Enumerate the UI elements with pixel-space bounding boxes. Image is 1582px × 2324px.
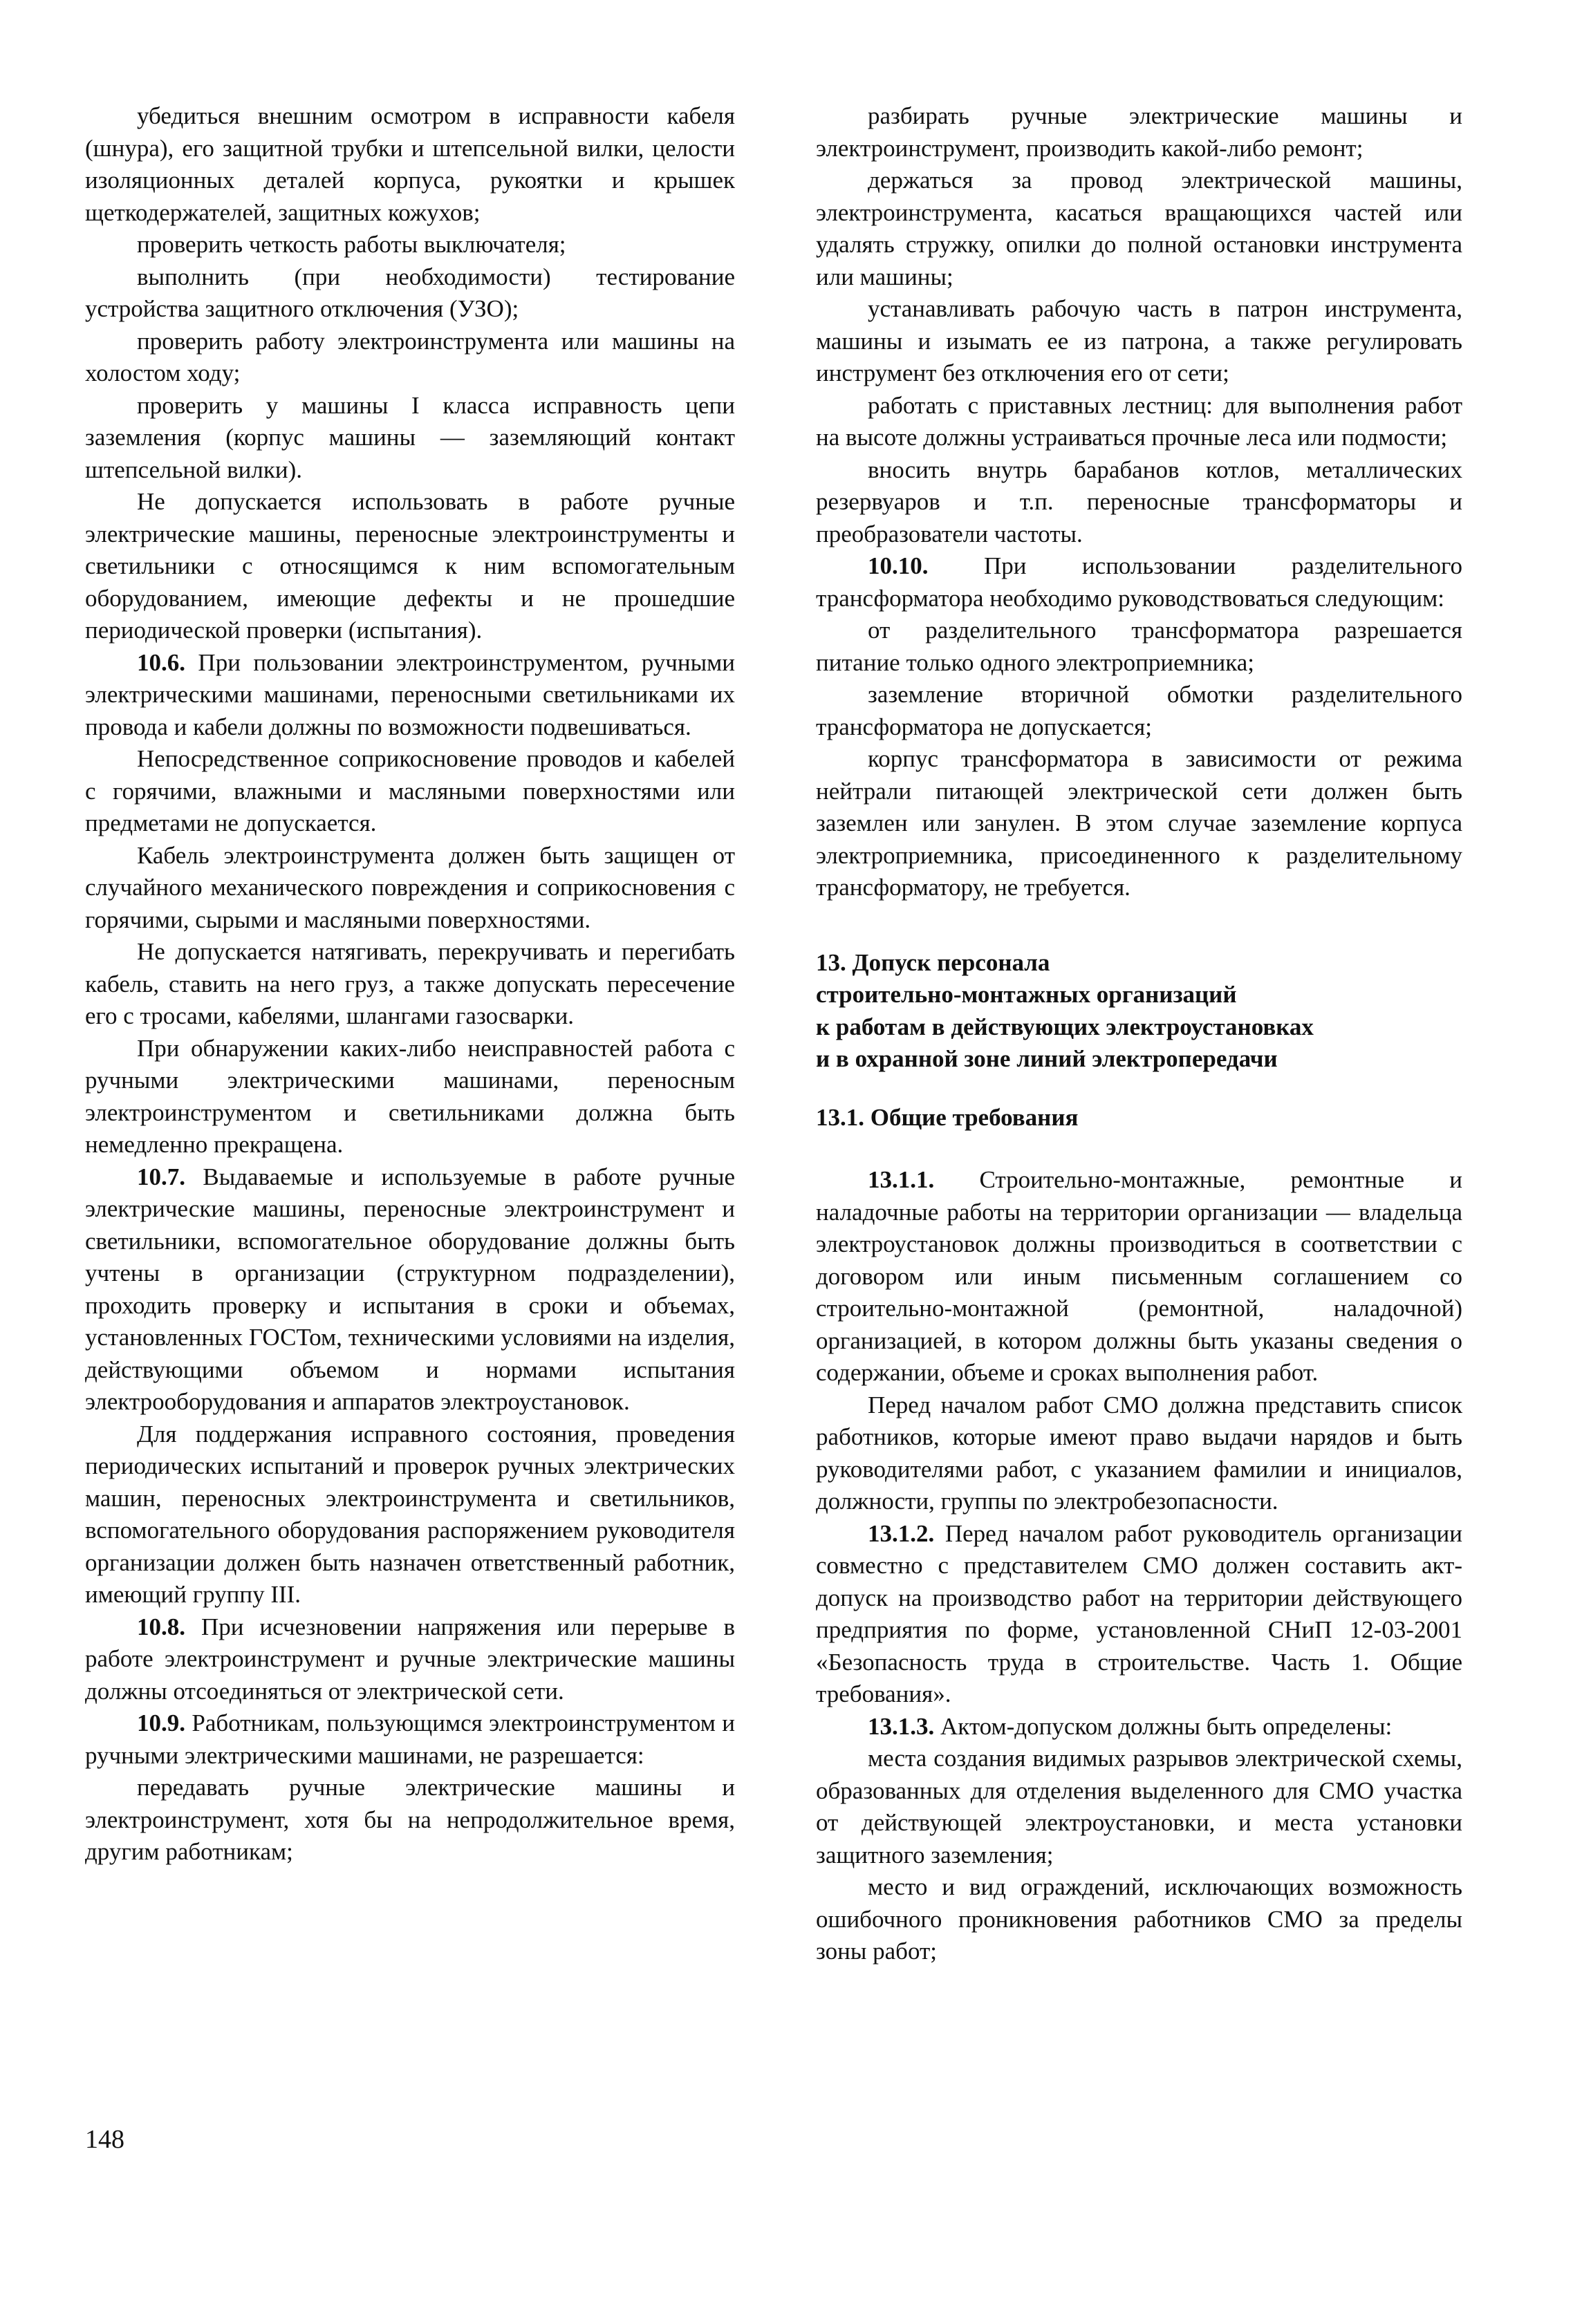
paragraph-text: проверить работу электроинструмента или машины на холостом ходу; <box>85 327 735 386</box>
numbered-paragraph <box>85 1707 735 1772</box>
paragraph-text: Выдаваемые и используемые в работе ручные электрические машины, переносные электроинструмент и светильники, вспомогательное оборудование должны быть учтены в организации (структурном подразделении), проходить проверку и испытания в сроки и объемах, установленных ГОСТом, техническими условиями на изделия, действующими объемом и нормами испытания электрооборудования и аппаратов электроустановок. <box>85 1163 735 1415</box>
clause-number: 13.1.2. <box>868 1519 935 1547</box>
paragraph <box>816 100 1462 165</box>
paragraph <box>816 1871 1462 1968</box>
paragraph-text: вносить внутрь барабанов котлов, металлических резервуаров и т.п. переносные трансформаторы и преобразователи частоты. <box>816 456 1462 547</box>
clause-number: 10.7. <box>137 1163 185 1190</box>
clause-number: 10.8. <box>137 1613 185 1640</box>
section-title-line: строительно-монтажных организаций <box>816 981 1237 1008</box>
paragraph-text: При обнаружении каких-либо неисправностей работа с ручными электрическими машинами, переносным электроинструментом и светильниками должна быть немедленно прекращена. <box>85 1034 735 1158</box>
clause-number: 10.6. <box>137 648 185 676</box>
paragraph-text: убедиться внешним осмотром в исправности кабеля (шнура), его защитной трубки и штепсельной вилки, целости изоляционных деталей корпуса, рукоятки и крышек щеткодержателей, защитных кожухов; <box>85 102 735 226</box>
numbered-paragraph <box>816 1164 1462 1389</box>
right-column-bottom-text <box>816 1164 1462 1968</box>
clause-number: 13.1.3. <box>868 1712 935 1740</box>
paragraph <box>85 1033 735 1161</box>
paragraph-text: Строительно-монтажные, ремонтные и наладочные работы на территории организации — владельца электроустановок должны производиться в соответствии с договором или иным письменным соглашением со строительно-монтажной (ремонтной, наладочной) организацией, в котором должны быть указаны сведения о содержании, объеме и сроках выполнения работ. <box>816 1166 1462 1386</box>
section-title-line: 13. Допуск персонала <box>816 948 1050 976</box>
paragraph-text: Не допускается натягивать, перекручивать и перегибать кабель, ставить на него груз, а также допускать пересечение его с тросами, кабелями, шлангами газосварки. <box>85 938 735 1029</box>
numbered-paragraph <box>816 1518 1462 1711</box>
paragraph-text: При пользовании электроинструментом, ручными электрическими машинами, переносными светильниками их провода и кабели должны по возможности подвешиваться. <box>85 648 735 740</box>
section-heading <box>816 947 1462 1076</box>
paragraph-text: Актом-допуском должны быть определены: <box>934 1712 1393 1740</box>
paragraph-text: заземление вторичной обмотки разделительного трансформатора не допускается; <box>816 681 1462 740</box>
numbered-paragraph <box>85 1161 735 1418</box>
paragraph-text: держаться за провод электрической машины, электроинструмента, касаться вращающихся частей или удалять стружку, опилки до полной остановки инструмента или машины; <box>816 167 1462 290</box>
paragraph-text: Перед началом работ руководитель организации совместно с представителем СМО должен составить акт-допуск на производство работ на территории действующего предприятия по форме, установленной СНиП 12-03-2001 «Безопасность труда в строительстве. Часть 1. Общие требования». <box>816 1519 1462 1707</box>
paragraph-text: разбирать ручные электрические машины и электроинструмент, производить какой-либо ремонт; <box>816 102 1462 162</box>
paragraph-text: Для поддержания исправного состояния, проведения периодических испытаний и проверок ручных электрических машин, переносных электроинструмента и светильников, вспомогательного оборудования распоряжением руководителя организации должен быть назначен ответственный работник, имеющий группу III. <box>85 1420 735 1608</box>
paragraph <box>85 100 735 229</box>
numbered-paragraph <box>816 550 1462 615</box>
section-title-line: к работам в действующих электроустановках <box>816 1013 1314 1040</box>
right-column <box>816 100 1462 1968</box>
paragraph <box>816 615 1462 679</box>
subsection-title: 13.1. Общие требования <box>816 1103 1079 1131</box>
paragraph <box>85 840 735 937</box>
paragraph-text: выполнить (при необходимости) тестирование устройства защитного отключения (УЗО); <box>85 263 735 322</box>
paragraph <box>816 390 1462 454</box>
paragraph-text: При исчезновении напряжения или перерыве в работе электроинструмент и ручные электрические машины должны отсоединяться от электрической сети. <box>85 1613 735 1705</box>
paragraph-text: корпус трансформатора в зависимости от режима нейтрали питающей электрической сети должен быть заземлен или занулен. В этом случае заземление корпуса электроприемника, присоединенного к разделительному трансформатору, не требуется. <box>816 745 1462 901</box>
clause-number: 10.9. <box>137 1709 185 1736</box>
paragraph <box>85 390 735 487</box>
paragraph <box>816 743 1462 904</box>
paragraph <box>85 743 735 840</box>
paragraph-text: Непосредственное соприкосновение проводов и кабелей с горячими, влажными и масляными поверхностями или предметами не допускается. <box>85 745 735 836</box>
paragraph <box>816 454 1462 551</box>
clause-number: 10.10. <box>868 552 929 579</box>
paragraph-text: работать с приставных лестниц: для выполнения работ на высоте должны устраиваться прочные леса или подмости; <box>816 391 1462 451</box>
paragraph <box>85 1418 735 1611</box>
clause-number: 13.1.1. <box>868 1166 935 1193</box>
paragraph <box>85 229 735 261</box>
numbered-paragraph <box>816 1711 1462 1743</box>
paragraph <box>816 1389 1462 1518</box>
left-column <box>85 100 735 1868</box>
numbered-paragraph <box>85 647 735 744</box>
page-number: 148 <box>85 2125 124 2154</box>
paragraph-text: проверить четкость работы выключателя; <box>137 231 566 258</box>
paragraph <box>85 326 735 390</box>
paragraph <box>85 936 735 1033</box>
paragraph-text: места создания видимых разрывов электрической схемы, образованных для отделения выделенного для СМО участка от действующей электроустановки, и места установки защитного заземления; <box>816 1745 1462 1868</box>
paragraph <box>816 679 1462 743</box>
section-title-line: и в охранной зоне линий электропередачи <box>816 1045 1278 1072</box>
paragraph-text: При использовании разделительного трансформатора необходимо руководствоваться следующим: <box>816 552 1462 612</box>
paragraph-text: от разделительного трансформатора разрешается питание только одного электроприемника; <box>816 617 1462 676</box>
paragraph-text: передавать ручные электрические машины и электроинструмент, хотя бы на непродолжительное время, другим работникам; <box>85 1774 735 1865</box>
paragraph-text: Работникам, пользующимся электроинструментом и ручными электрическими машинами, не разрешается: <box>85 1709 735 1769</box>
paragraph-text: место и вид ограждений, исключающих возможность ошибочного проникновения работников СМО за пределы зоны работ; <box>816 1873 1462 1965</box>
paragraph <box>85 261 735 326</box>
paragraph <box>816 1743 1462 1871</box>
paragraph <box>816 293 1462 390</box>
right-column-top-text <box>816 100 1462 904</box>
numbered-paragraph <box>85 1611 735 1708</box>
paragraph-text: Не допускается использовать в работе ручные электрические машины, переносные электроинструменты и светильники с относящимся к ним вспомогательным оборудованием, имеющие дефекты и не прошедшие периодической проверки (испытания). <box>85 488 735 644</box>
paragraph-text: проверить у машины I класса исправность цепи заземления (корпус машины — заземляющий контакт штепсельной вилки). <box>85 391 735 483</box>
paragraph <box>85 486 735 647</box>
paragraph-text: устанавливать рабочую часть в патрон инструмента, машины и изымать ее из патрона, а также регулировать инструмент без отключения его от сети; <box>816 295 1462 386</box>
paragraph-text: Кабель электроинструмента должен быть защищен от случайного механического повреждения и соприкосновения с горячими, сырыми и масляными поверхностями. <box>85 841 735 933</box>
paragraph-text: Перед началом работ СМО должна представить список работников, которые имеют право выдачи нарядов и быть руководителями работ, с указанием фамилии и инициалов, должности, группы по электробезопасности. <box>816 1391 1462 1515</box>
paragraph <box>85 1772 735 1868</box>
paragraph <box>816 165 1462 293</box>
